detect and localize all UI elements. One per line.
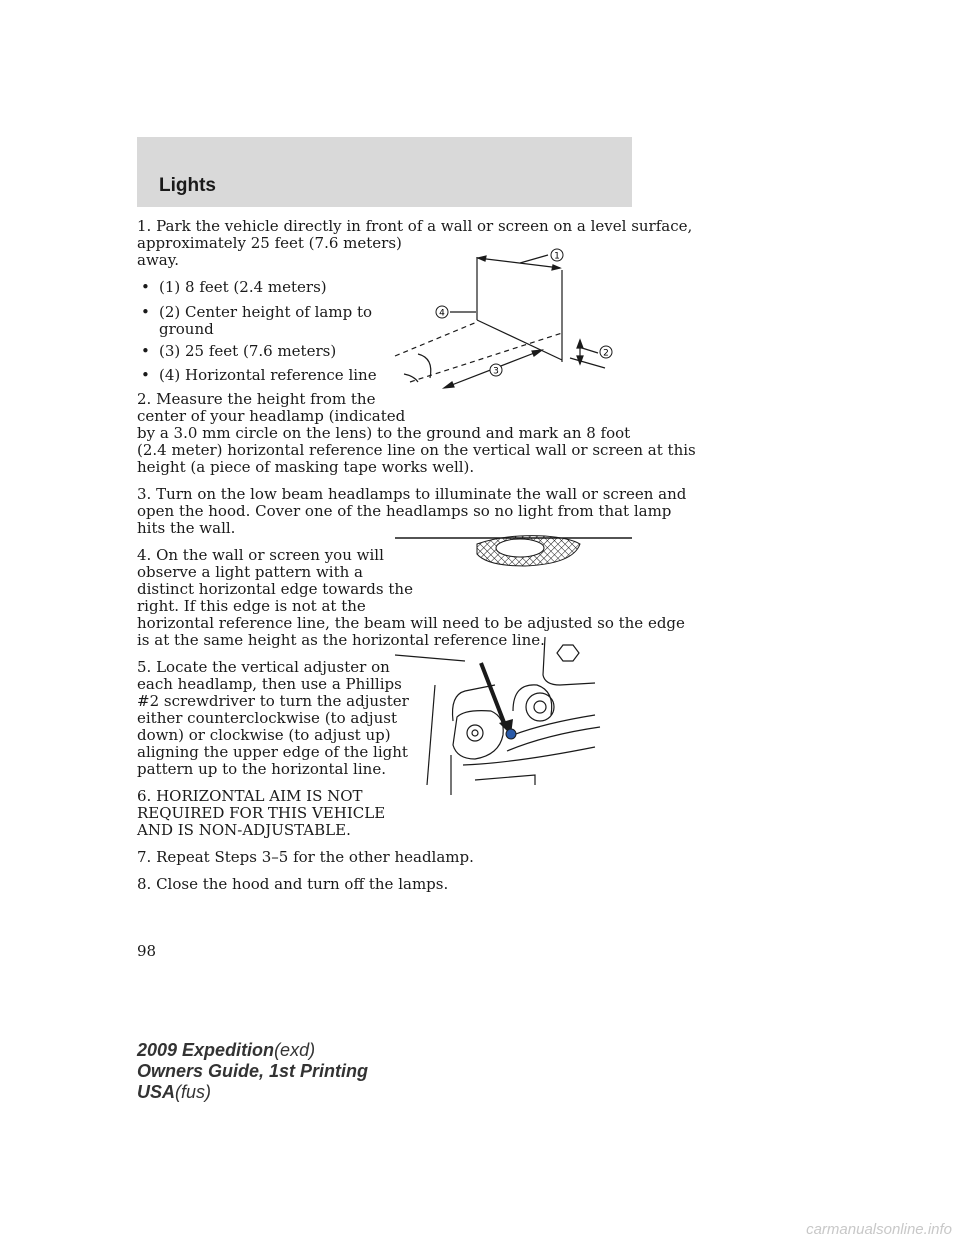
- step-3-line-2: open the hood. Cover one of the headlamps so no light from that lamp: [137, 502, 672, 520]
- svg-text:1: 1: [554, 251, 560, 262]
- step-3-line-3: hits the wall.: [137, 519, 236, 537]
- step-4-line-5: horizontal reference line, the beam will need to be adjusted so the edge: [137, 614, 685, 632]
- footer-printing: Owners Guide, 1st Printing: [137, 1061, 369, 1081]
- bullet-text: (4) Horizontal reference line: [159, 366, 377, 384]
- footer-model-code: (exd): [274, 1040, 316, 1060]
- step-3-line-1: 3. Turn on the low beam headlamps to illuminate the wall or screen and: [137, 485, 687, 503]
- step-6-line-3: AND IS NON-ADJUSTABLE.: [137, 821, 351, 839]
- step-1-line-2: approximately 25 feet (7.6 meters): [137, 234, 402, 252]
- adjuster-location-diagram: [395, 635, 605, 795]
- svg-text:3: 3: [493, 366, 499, 377]
- step-4-line-2: observe a light pattern with a: [137, 563, 363, 581]
- step-5-line-4: either counterclockwise (to adjust: [137, 709, 397, 727]
- step-6-line-2: REQUIRED FOR THIS VEHICLE: [137, 804, 386, 822]
- callout-2: [600, 346, 612, 359]
- step-1-line-1: 1. Park the vehicle directly in front of a wall or screen on a level surface,: [137, 217, 693, 235]
- step-5-line-7: pattern up to the horizontal line.: [137, 760, 386, 778]
- page-number: 98: [137, 942, 157, 960]
- document-footer: [137, 1040, 368, 1103]
- step-2-line-1: 2. Measure the height from the: [137, 390, 376, 408]
- step-2-line-2: center of your headlamp (indicated: [137, 407, 406, 425]
- step-2-line-5: height (a piece of masking tape works well).: [137, 458, 475, 476]
- bullet-dot: •: [141, 278, 150, 296]
- footer-region: USA: [137, 1082, 176, 1102]
- svg-text:2: 2: [603, 348, 609, 359]
- step-5-line-2: each headlamp, then use a Phillips: [137, 675, 402, 693]
- section-header: [137, 137, 632, 207]
- bullet-dot: •: [141, 342, 150, 360]
- step-4-line-6: is at the same height as the horizontal reference line.: [137, 631, 545, 649]
- step-4-line-3: distinct horizontal edge towards the: [137, 580, 413, 598]
- bullet-text: (1) 8 feet (2.4 meters): [159, 278, 327, 296]
- step-5-line-1: 5. Locate the vertical adjuster on: [137, 658, 390, 676]
- bullet-text: (3) 25 feet (7.6 meters): [159, 342, 337, 360]
- svg-text:4: 4: [439, 308, 445, 319]
- step-2-line-4: (2.4 meter) horizontal reference line on the vertical wall or screen at this: [137, 441, 696, 459]
- step-4-line-1: 4. On the wall or screen you will: [137, 546, 384, 564]
- footer-model: 2009 Expedition: [137, 1040, 275, 1060]
- step-5-line-6: aligning the upper edge of the light: [137, 743, 408, 761]
- step-1-line-3: away.: [137, 251, 179, 269]
- callout-1: [551, 249, 563, 262]
- callout-4: [436, 306, 448, 319]
- footer-region-code: (fus): [175, 1082, 212, 1102]
- step-4-line-4: right. If this edge is not at the: [137, 597, 366, 615]
- beam-pattern-diagram: [395, 530, 635, 580]
- watermark: carmanualsonline.info: [806, 1221, 952, 1238]
- bullet-dot: •: [141, 366, 150, 384]
- headlamp-aim-diagram: [390, 240, 620, 400]
- callout-3: [490, 364, 502, 377]
- step-8: 8. Close the hood and turn off the lamps.: [137, 875, 449, 893]
- step-7: 7. Repeat Steps 3–5 for the other headlamp.: [137, 848, 474, 866]
- step-2-line-3: by a 3.0 mm circle on the lens) to the ground and mark an 8 foot: [137, 424, 631, 442]
- bullet-text: (2) Center height of lamp to: [159, 303, 373, 321]
- step-5-line-3: #2 screwdriver to turn the adjuster: [137, 692, 409, 710]
- step-6-line-1: 6. HORIZONTAL AIM IS NOT: [137, 787, 363, 805]
- bullet-dot: •: [141, 303, 150, 321]
- bullet-text: ground: [159, 320, 214, 338]
- step-5-line-5: down) or clockwise (to adjust up): [137, 726, 391, 744]
- section-title: Lights: [159, 175, 216, 196]
